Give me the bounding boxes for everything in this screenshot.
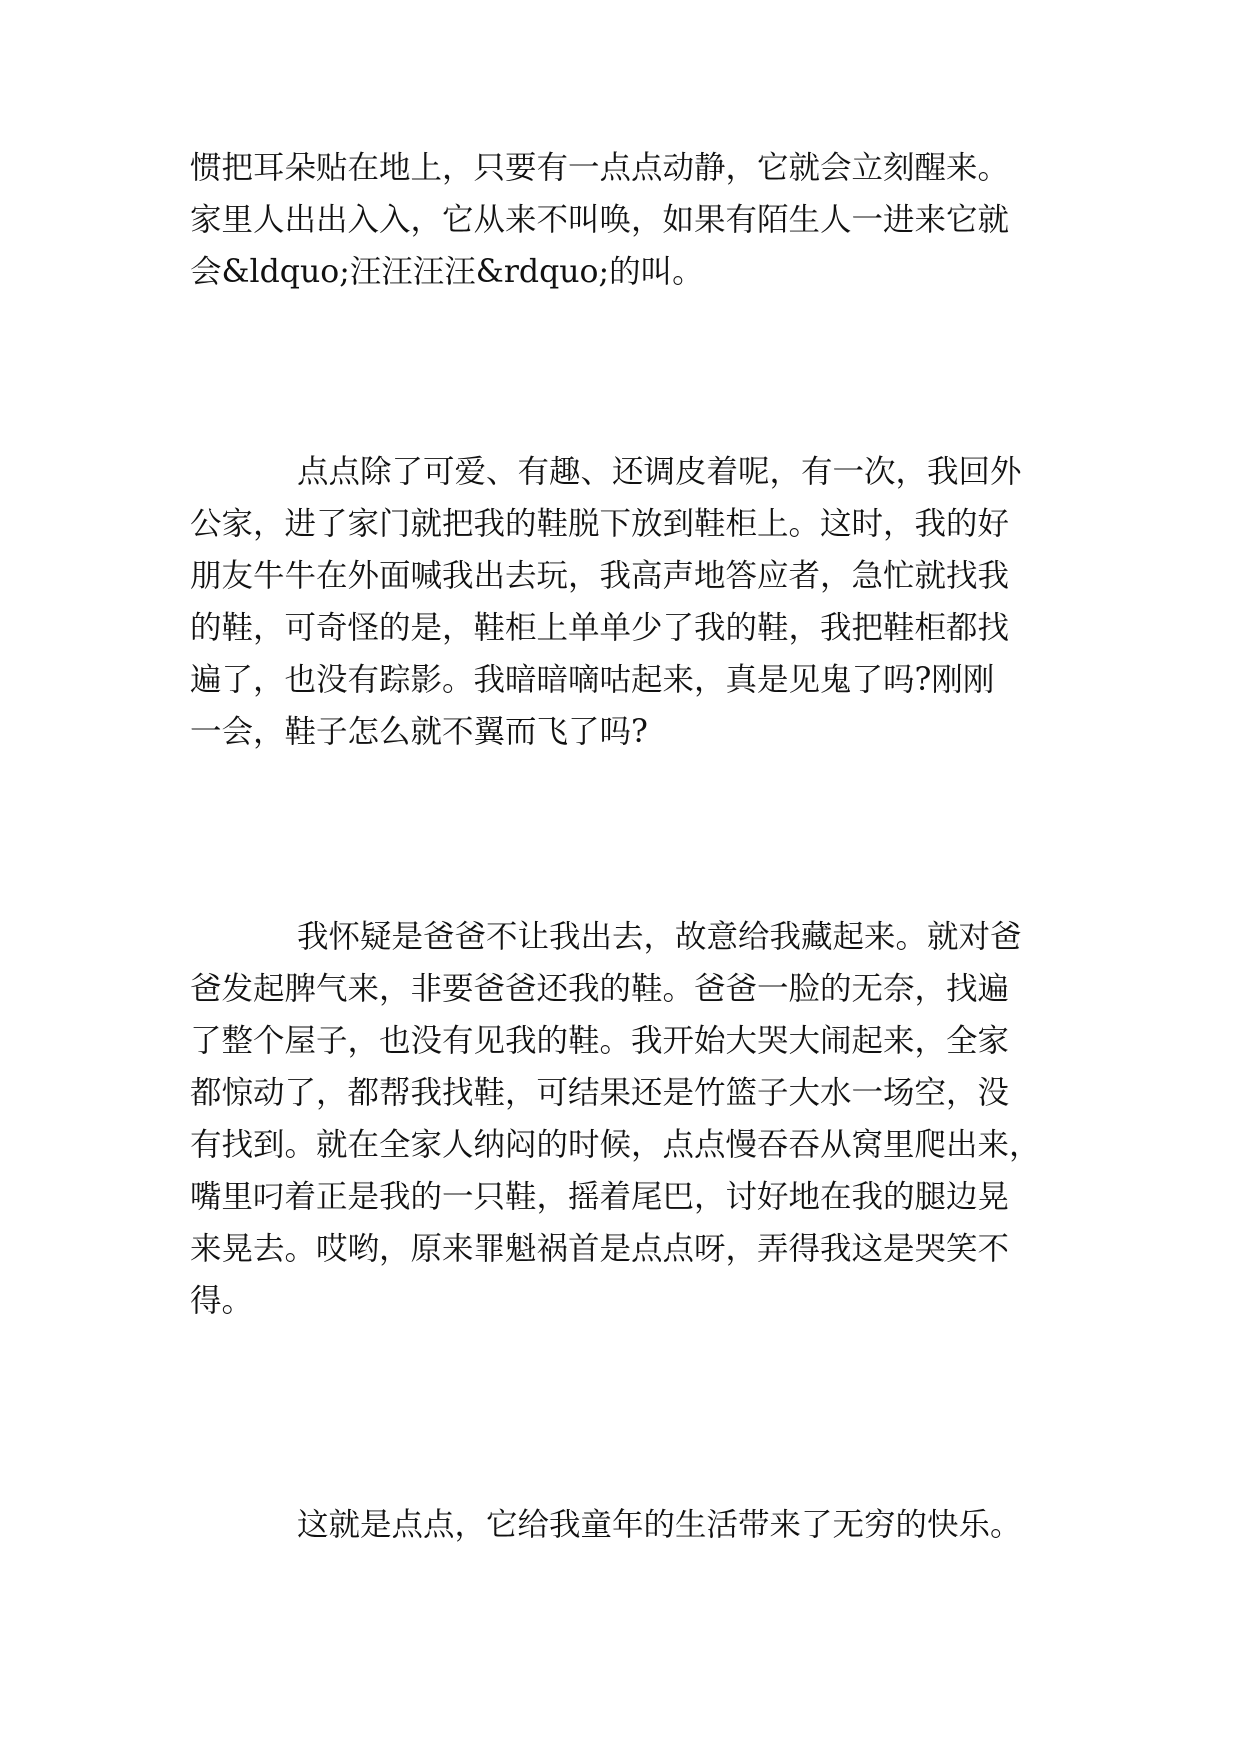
paragraph-line: 家里人出出入入，它从来不叫唤，如果有陌生人一进来它就 <box>190 202 1010 238</box>
paragraph-line: 我怀疑是爸爸不让我出去，故意给我藏起来。就对爸 <box>297 919 1022 955</box>
paragraph-line: 的鞋，可奇怪的是，鞋柜上单单少了我的鞋，我把鞋柜都找 <box>190 610 1010 646</box>
paragraph-line: 点点除了可爱、有趣、还调皮着呢，有一次，我回外 <box>297 454 1022 490</box>
paragraph-line: 惯把耳朵贴在地上，只要有一点点动静，它就会立刻醒来。 <box>190 150 1010 186</box>
paragraph-line: 了整个屋子，也没有见我的鞋。我开始大哭大闹起来，全家 <box>190 1023 1010 1059</box>
paragraph-line: 公家，进了家门就把我的鞋脱下放到鞋柜上。这时，我的好 <box>190 506 1010 542</box>
paragraph-line: 遍了，也没有踪影。我暗暗嘀咕起来，真是见鬼了吗?刚刚 <box>190 662 995 698</box>
paragraph-line: 来晃去。哎哟，原来罪魁祸首是点点呀，弄得我这是哭笑不 <box>190 1231 1010 1267</box>
paragraph-line: 爸发起脾气来，非要爸爸还我的鞋。爸爸一脸的无奈，找遍 <box>190 971 1010 1007</box>
paragraph-line: 一会，鞋子怎么就不翼而飞了吗? <box>190 714 648 750</box>
paragraph-line: 都惊动了，都帮我找鞋，可结果还是竹篮子大水一场空，没 <box>190 1075 1010 1111</box>
paragraph-line: 会&ldquo;汪汪汪汪&rdquo;的叫。 <box>190 254 704 290</box>
paragraph-line: 有找到。就在全家人纳闷的时候，点点慢吞吞从窝里爬出来， <box>190 1127 1041 1163</box>
paragraph-line: 这就是点点，它给我童年的生活带来了无穷的快乐。 <box>297 1507 1022 1543</box>
paragraph-line: 朋友牛牛在外面喊我出去玩，我高声地答应者，急忙就找我 <box>190 558 1010 594</box>
paragraph-line: 得。 <box>190 1283 254 1319</box>
paragraph-line: 嘴里叼着正是我的一只鞋，摇着尾巴，讨好地在我的腿边晃 <box>190 1179 1010 1215</box>
